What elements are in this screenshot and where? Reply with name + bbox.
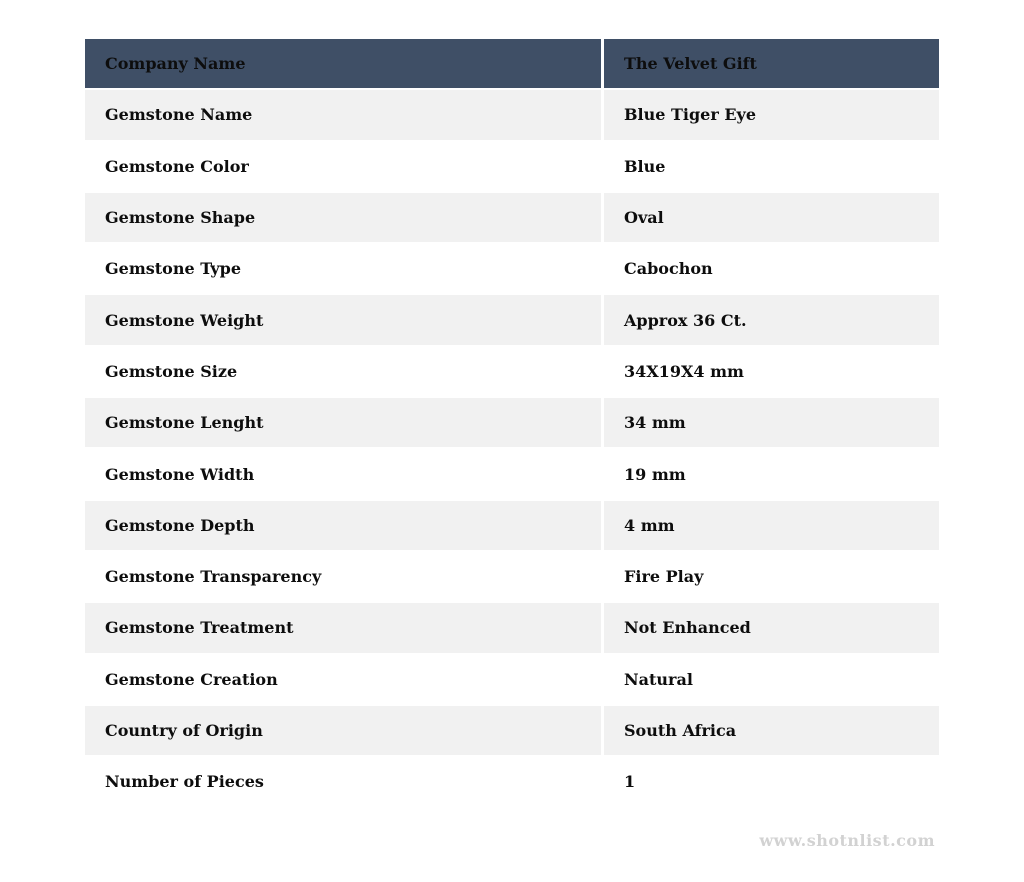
- spec-value: 34X19X4 mm: [604, 347, 939, 396]
- table-row: [85, 142, 939, 191]
- spec-value: 19 mm: [604, 449, 939, 498]
- spec-label: Gemstone Width: [85, 449, 601, 498]
- spec-value: Blue Tiger Eye: [604, 90, 939, 139]
- header-label-cell: Company Name: [85, 39, 601, 88]
- spec-value: South Africa: [604, 706, 939, 755]
- spec-label: Gemstone Color: [85, 142, 601, 191]
- spec-label: Gemstone Size: [85, 347, 601, 396]
- spec-label: Gemstone Weight: [85, 295, 601, 344]
- spec-value: Approx 36 Ct.: [604, 295, 939, 344]
- table-row: [85, 603, 939, 652]
- table-row: [85, 295, 939, 344]
- spec-table-body: [85, 90, 939, 806]
- table-row: [85, 552, 939, 601]
- spec-label: Gemstone Shape: [85, 193, 601, 242]
- table-row: [85, 347, 939, 396]
- spec-label: Country of Origin: [85, 706, 601, 755]
- spec-label: Gemstone Type: [85, 244, 601, 293]
- spec-label: Number of Pieces: [85, 757, 601, 806]
- table-header-row: [85, 39, 939, 88]
- table-row: [85, 244, 939, 293]
- spec-value: Cabochon: [604, 244, 939, 293]
- spec-label: Gemstone Lenght: [85, 398, 601, 447]
- table-row: [85, 90, 939, 139]
- table-row: [85, 757, 939, 806]
- table-row: [85, 398, 939, 447]
- spec-value: Oval: [604, 193, 939, 242]
- table-row: [85, 706, 939, 755]
- table-row: [85, 449, 939, 498]
- spec-value: 1: [604, 757, 939, 806]
- table-row: [85, 501, 939, 550]
- gemstone-spec-table: [85, 39, 939, 806]
- spec-value: 34 mm: [604, 398, 939, 447]
- spec-value: 4 mm: [604, 501, 939, 550]
- spec-value: Not Enhanced: [604, 603, 939, 652]
- spec-value: Blue: [604, 142, 939, 191]
- spec-value: Fire Play: [604, 552, 939, 601]
- spec-label: Gemstone Name: [85, 90, 601, 139]
- header-value-cell: The Velvet Gift: [604, 39, 939, 88]
- table-row: [85, 655, 939, 704]
- watermark: www.shotnlist.com: [759, 831, 935, 850]
- table-row: [85, 193, 939, 242]
- spec-label: Gemstone Depth: [85, 501, 601, 550]
- spec-label: Gemstone Creation: [85, 655, 601, 704]
- spec-value: Natural: [604, 655, 939, 704]
- spec-label: Gemstone Transparency: [85, 552, 601, 601]
- spec-label: Gemstone Treatment: [85, 603, 601, 652]
